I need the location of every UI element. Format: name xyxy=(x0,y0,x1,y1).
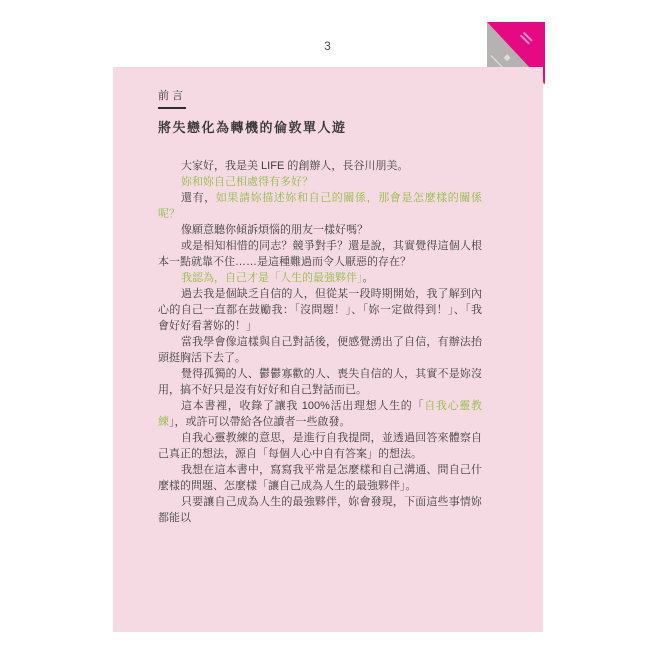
question-line-1: 妳和妳自己相處得有多好？ xyxy=(181,176,313,188)
page-number: 3 xyxy=(324,39,331,53)
paragraph: 覺得孤獨的人、鬱鬱寡歡的人、喪失自信的人，其實不是妳沒用，搞不好只是沒有好好和自己對話而已。 xyxy=(158,368,482,396)
paragraph: 當我學會像這樣與自己對話後，便感覺湧出了自信，有辦法抬頭挺胸活下去了。 xyxy=(158,336,482,364)
paragraph-intro: 大家好，我是美 LIFE 的創辦人，長谷川朋美。 xyxy=(181,160,409,172)
question-line-2: 還有，如果請妳描述妳和自己的關係，那會是怎麼樣的關係呢？ xyxy=(158,192,483,220)
paragraph-keyword: 這本書裡，收錄了讓我 100%活出理想人生的「自我心靈教練」，或許可以帶給各位讀者一些啟發。 xyxy=(158,400,482,428)
paragraph: 自我心靈教練的意思，是進行自我提問，並透過回答來體察自己真正的想法，源自「每個人心中自有答案」的想法。 xyxy=(158,432,482,460)
statement-line: 我認為，自己才是「人生的最強夥伴」。 xyxy=(181,272,374,284)
paragraph: 或是相知相惜的同志？競爭對手？還是說，其實覺得這個人根本一點就靠不住……是這種難過而令人厭惡的存在？ xyxy=(158,240,482,268)
body-text xyxy=(158,158,482,526)
paragraph: 我想在這本書中，寫寫我平常是怎麼樣和自己溝通、問自己什麼樣的問題、怎麼樣「讓自己成為人生的最強夥伴」。 xyxy=(158,464,482,492)
preface-content xyxy=(158,88,482,526)
paragraph: 像願意聽你傾訴煩惱的朋友一樣好嗎？ xyxy=(181,224,368,236)
paragraph: 過去我是個缺乏自信的人，但從某一段時期開始，我了解到內心的自己一直都在鼓勵我：「沒問題！」、「妳一定做得到！」、「我會好好看著妳的！」 xyxy=(158,288,482,332)
paragraph-closing: 只要讓自己成為人生的最強夥伴，妳會發現，下面這些事情妳都能以 xyxy=(158,496,482,524)
page-body-panel xyxy=(113,67,543,632)
chapter-title: 將失戀化為轉機的倫敦單人遊 xyxy=(158,120,347,135)
preface-heading xyxy=(158,88,482,109)
preface-label: 前言 xyxy=(158,88,186,109)
